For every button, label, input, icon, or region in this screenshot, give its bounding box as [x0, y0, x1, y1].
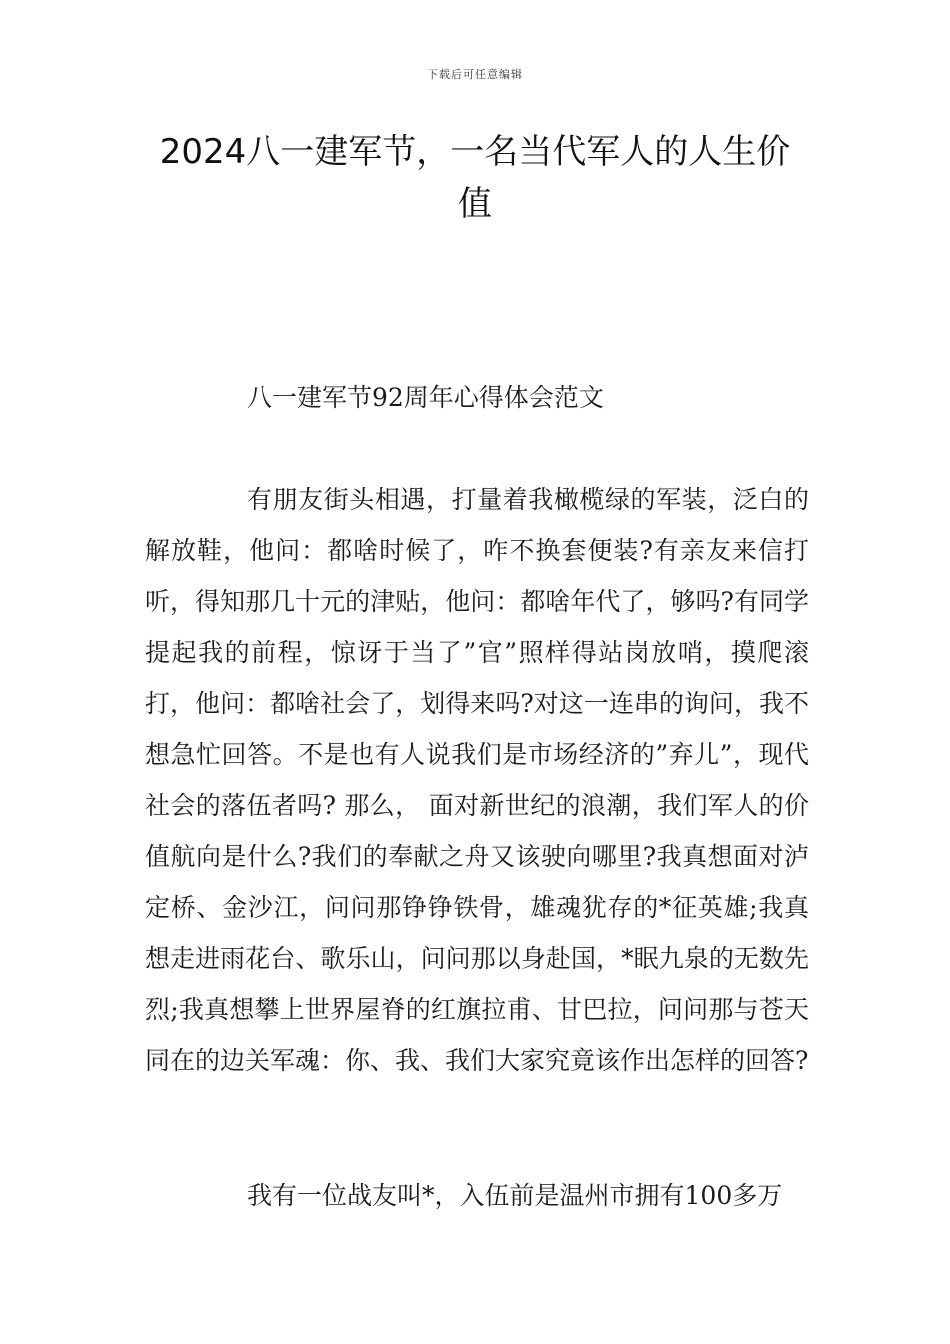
- body-paragraph: 我有一位战友叫*，入伍前是温州市拥有100多万: [247, 1181, 783, 1210]
- document-subtitle: 八一建军节92周年心得体会范文: [247, 383, 604, 412]
- body-paragraph: 有朋友街头相遇，打量着我橄榄绿的军装，泛白的解放鞋，他问：都啥时候了，咋不换套便装?有亲友来信打听，得知那几十元的津贴，他问：都啥年代了，够吗?有同学提起我的前程，惊讶于当了”官”照样得站岗放哨，摸爬滚打，他问：都啥社会了，划得来吗?对这一连串的询问，我不想急忙回答。不是也有人说我们是市场经济的”弃儿”，现代社会的落伍者吗? 那么， 面对新世纪的浪潮，我们军人的价值航向是什么?我们的奉献之舟又该驶向哪里?我真想面对泸定桥、金沙江，问问那铮铮铁骨，雄魂犹存的*征英雄;我真想走进雨花台、歌乐山，问问那以身赴国，*眠九泉的无数先烈;我真想攀上世界屋脊的红旗拉甫、甘巴拉，问问那与苍天同在的边关军魂：你、我、我们大家究竟该作出怎样的回答?: [145, 485, 809, 1075]
- document-title: 2024八一建军节，一名当代军人的人生价值: [159, 132, 791, 224]
- header-note: 下载后可任意编辑: [427, 68, 523, 81]
